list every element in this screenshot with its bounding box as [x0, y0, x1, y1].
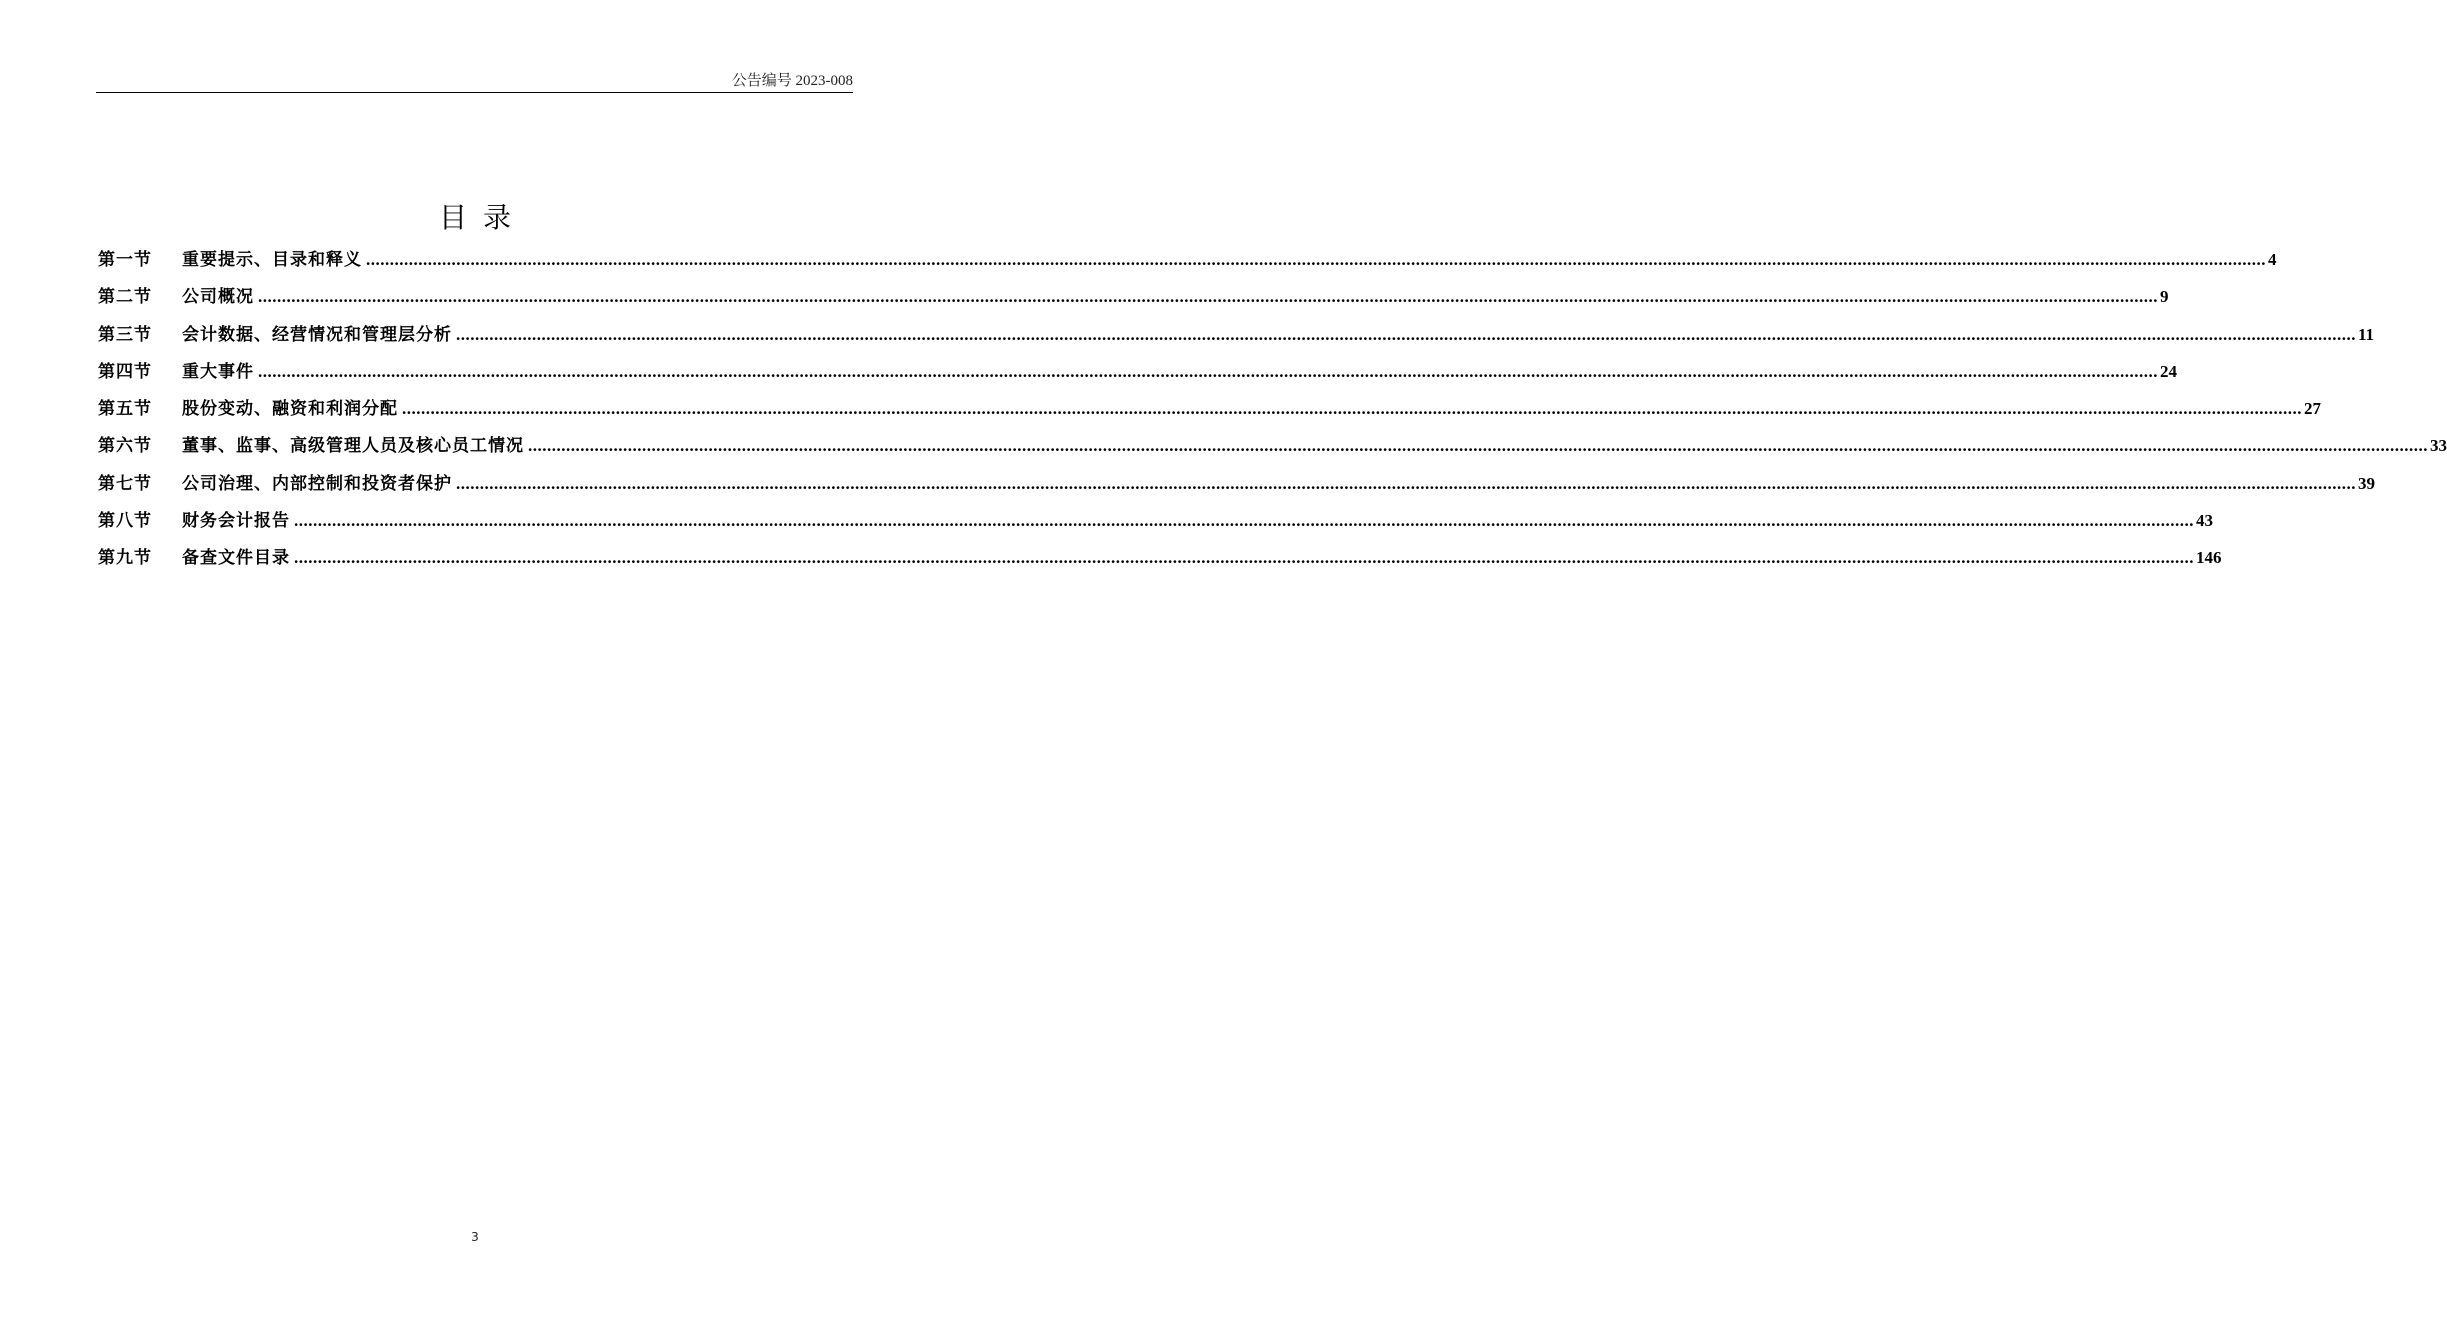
toc-page-number: 9 — [2160, 287, 2169, 307]
toc-section-title: 备查文件目录 — [182, 548, 290, 569]
toc-section-title: 董事、监事、高级管理人员及核心员工情况 — [182, 436, 524, 457]
toc-dot-leader: ................................................................................................................................................................................................................................................................................................................................................................................................................ — [294, 511, 2194, 531]
toc-page-number: 33 — [2430, 436, 2447, 456]
toc-title: 目录 — [438, 201, 527, 234]
toc-section-title: 财务会计报告 — [182, 511, 290, 532]
toc-dot-leader: ................................................................................................................................................................................................................................................................................................................................................................................................................ — [456, 324, 2356, 344]
announcement-number: 公告编号 2023-008 — [731, 73, 853, 89]
table-of-contents — [98, 245, 2447, 581]
toc-section-title: 公司治理、内部控制和投资者保护 — [182, 473, 452, 494]
toc-section-title: 会计数据、经营情况和管理层分析 — [182, 324, 452, 345]
toc-section-number: 第九节 — [98, 548, 152, 569]
toc-section-number: 第二节 — [98, 287, 152, 308]
toc-entry[interactable] — [98, 431, 2447, 468]
toc-section-number: 第七节 — [98, 473, 152, 494]
toc-entry[interactable] — [98, 543, 2222, 580]
toc-page-number: 11 — [2358, 324, 2375, 344]
toc-page-number: 43 — [2196, 511, 2213, 531]
toc-section-title: 股份变动、融资和利润分配 — [182, 399, 398, 420]
toc-dot-leader: ................................................................................................................................................................................................................................................................................................................................................................................................................ — [366, 250, 2266, 269]
toc-dot-leader: ................................................................................................................................................................................................................................................................................................................................................................................................................ — [258, 361, 2158, 381]
toc-dot-leader: ................................................................................................................................................................................................................................................................................................................................................................................................................ — [402, 399, 2302, 419]
toc-entry[interactable] — [98, 394, 2321, 431]
toc-dot-leader: ................................................................................................................................................................................................................................................................................................................................................................................................................ — [258, 287, 2158, 307]
toc-section-number: 第四节 — [98, 361, 152, 382]
toc-section-number: 第三节 — [98, 324, 152, 345]
toc-entry[interactable] — [98, 469, 2375, 506]
toc-dot-leader: ................................................................................................................................................................................................................................................................................................................................................................................................................ — [456, 473, 2356, 493]
toc-page-number: 39 — [2358, 473, 2375, 493]
toc-section-title: 重要提示、目录和释义 — [182, 250, 362, 270]
toc-section-number: 第六节 — [98, 436, 152, 457]
toc-page-number: 4 — [2268, 250, 2277, 269]
toc-dot-leader: ................................................................................................................................................................................................................................................................................................................................................................................................................ — [528, 436, 2428, 456]
toc-entry[interactable] — [98, 282, 2169, 319]
toc-section-title: 重大事件 — [182, 361, 254, 382]
toc-page-number: 146 — [2196, 548, 2222, 568]
toc-entry[interactable] — [98, 506, 2213, 543]
toc-section-number: 第八节 — [98, 511, 152, 532]
toc-page-number: 24 — [2160, 361, 2177, 381]
page-header — [96, 66, 853, 93]
toc-page-number: 27 — [2304, 399, 2321, 419]
page-number: 3 — [471, 1230, 479, 1244]
toc-entry[interactable] — [98, 245, 2277, 282]
toc-entry[interactable] — [98, 357, 2177, 394]
toc-section-title: 公司概况 — [182, 287, 254, 308]
toc-dot-leader: ................................................................................................................................................................................................................................................................................................................................................................................................................ — [294, 548, 2194, 568]
toc-section-number: 第一节 — [98, 250, 152, 270]
toc-section-number: 第五节 — [98, 399, 152, 420]
toc-entry[interactable] — [98, 320, 2375, 357]
